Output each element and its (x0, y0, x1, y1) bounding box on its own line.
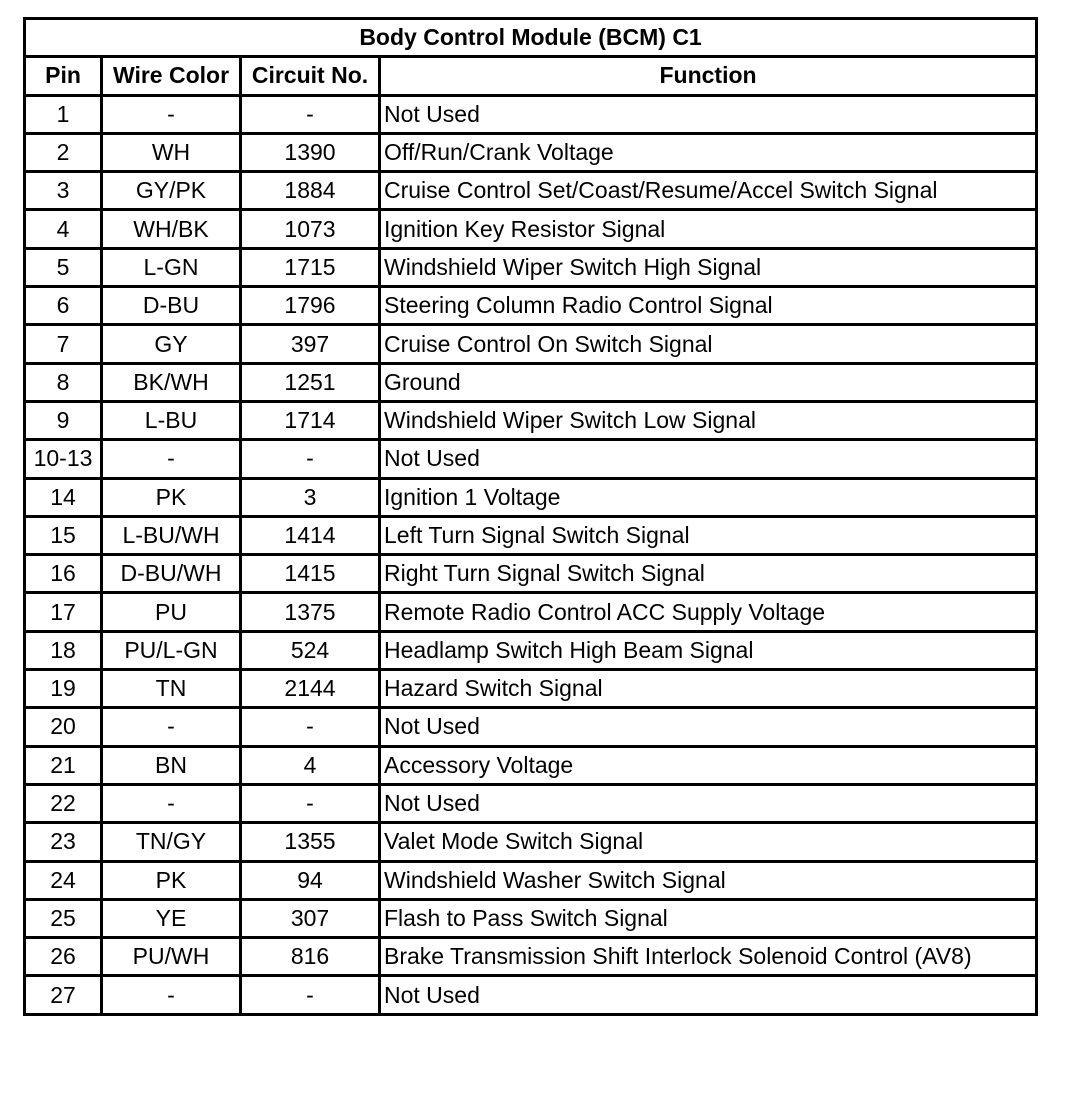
table-row (25, 210, 1037, 248)
circuit-no-cell: 307 (241, 899, 380, 937)
table-header-row (25, 57, 1037, 95)
pin-cell: 26 (25, 938, 102, 976)
table-row (25, 401, 1037, 439)
wire-color-cell: PU/WH (102, 938, 241, 976)
pin-cell: 1 (25, 95, 102, 133)
function-cell: Not Used (380, 976, 1037, 1014)
circuit-no-cell: 1355 (241, 823, 380, 861)
function-cell: Not Used (380, 95, 1037, 133)
pin-cell: 10-13 (25, 440, 102, 478)
wire-color-cell: WH (102, 133, 241, 171)
pin-cell: 21 (25, 746, 102, 784)
function-cell: Off/Run/Crank Voltage (380, 133, 1037, 171)
wire-color-cell: BN (102, 746, 241, 784)
pin-cell: 16 (25, 555, 102, 593)
table-row (25, 631, 1037, 669)
pin-cell: 9 (25, 401, 102, 439)
circuit-no-cell: 1251 (241, 363, 380, 401)
wire-color-cell: - (102, 708, 241, 746)
function-cell: Windshield Wiper Switch High Signal (380, 248, 1037, 286)
circuit-no-cell: 1884 (241, 172, 380, 210)
circuit-no-cell: - (241, 95, 380, 133)
function-cell: Cruise Control Set/Coast/Resume/Accel Switch Signal (380, 172, 1037, 210)
wire-color-cell: PU (102, 593, 241, 631)
pin-cell: 24 (25, 861, 102, 899)
table-row (25, 440, 1037, 478)
pin-cell: 4 (25, 210, 102, 248)
circuit-no-cell: 1414 (241, 516, 380, 554)
table-row (25, 516, 1037, 554)
circuit-no-cell: - (241, 976, 380, 1014)
function-cell: Windshield Wiper Switch Low Signal (380, 401, 1037, 439)
function-cell: Flash to Pass Switch Signal (380, 899, 1037, 937)
wire-color-cell: - (102, 95, 241, 133)
table-row (25, 133, 1037, 171)
wire-color-cell: - (102, 440, 241, 478)
circuit-no-cell: 4 (241, 746, 380, 784)
function-cell: Accessory Voltage (380, 746, 1037, 784)
function-cell: Brake Transmission Shift Interlock Solenoid Control (AV8) (380, 938, 1037, 976)
function-cell: Ignition Key Resistor Signal (380, 210, 1037, 248)
function-cell: Cruise Control On Switch Signal (380, 325, 1037, 363)
circuit-no-cell: 1714 (241, 401, 380, 439)
circuit-no-cell: 94 (241, 861, 380, 899)
function-cell: Ground (380, 363, 1037, 401)
wire-color-cell: PU/L-GN (102, 631, 241, 669)
table-row (25, 670, 1037, 708)
table-row (25, 861, 1037, 899)
wire-color-cell: D-BU/WH (102, 555, 241, 593)
wire-color-cell: D-BU (102, 287, 241, 325)
circuit-no-cell: 2144 (241, 670, 380, 708)
function-cell: Steering Column Radio Control Signal (380, 287, 1037, 325)
wire-color-cell: L-BU (102, 401, 241, 439)
table-row (25, 593, 1037, 631)
function-cell: Valet Mode Switch Signal (380, 823, 1037, 861)
pin-cell: 3 (25, 172, 102, 210)
pin-cell: 20 (25, 708, 102, 746)
table-row (25, 555, 1037, 593)
circuit-no-cell: 3 (241, 478, 380, 516)
table-row (25, 325, 1037, 363)
table-row (25, 823, 1037, 861)
pin-cell: 19 (25, 670, 102, 708)
header-pin: Pin (25, 57, 102, 95)
wire-color-cell: PK (102, 861, 241, 899)
header-circuit-no: Circuit No. (241, 57, 380, 95)
header-wire-color: Wire Color (102, 57, 241, 95)
circuit-no-cell: 1796 (241, 287, 380, 325)
pin-cell: 7 (25, 325, 102, 363)
circuit-no-cell: 1415 (241, 555, 380, 593)
table-row (25, 287, 1037, 325)
wire-color-cell: - (102, 784, 241, 822)
table-body (25, 95, 1037, 1014)
wire-color-cell: L-BU/WH (102, 516, 241, 554)
pin-cell: 8 (25, 363, 102, 401)
function-cell: Headlamp Switch High Beam Signal (380, 631, 1037, 669)
circuit-no-cell: 524 (241, 631, 380, 669)
header-function: Function (380, 57, 1037, 95)
circuit-no-cell: - (241, 708, 380, 746)
table-row (25, 938, 1037, 976)
bcm-connector-table (23, 17, 1038, 1016)
table-row (25, 708, 1037, 746)
table-row (25, 363, 1037, 401)
function-cell: Hazard Switch Signal (380, 670, 1037, 708)
table-row (25, 976, 1037, 1014)
pin-cell: 6 (25, 287, 102, 325)
circuit-no-cell: - (241, 784, 380, 822)
circuit-no-cell: 1715 (241, 248, 380, 286)
wire-color-cell: PK (102, 478, 241, 516)
function-cell: Not Used (380, 784, 1037, 822)
pin-cell: 27 (25, 976, 102, 1014)
circuit-no-cell: 1390 (241, 133, 380, 171)
function-cell: Windshield Washer Switch Signal (380, 861, 1037, 899)
pin-cell: 5 (25, 248, 102, 286)
circuit-no-cell: 816 (241, 938, 380, 976)
wire-color-cell: L-GN (102, 248, 241, 286)
wire-color-cell: YE (102, 899, 241, 937)
pin-cell: 18 (25, 631, 102, 669)
wire-color-cell: TN (102, 670, 241, 708)
function-cell: Right Turn Signal Switch Signal (380, 555, 1037, 593)
wire-color-cell: GY (102, 325, 241, 363)
circuit-no-cell: 1375 (241, 593, 380, 631)
circuit-no-cell: 1073 (241, 210, 380, 248)
wire-color-cell: TN/GY (102, 823, 241, 861)
circuit-no-cell: 397 (241, 325, 380, 363)
table-title: Body Control Module (BCM) C1 (25, 19, 1037, 57)
pin-cell: 14 (25, 478, 102, 516)
circuit-no-cell: - (241, 440, 380, 478)
table-title-row (25, 19, 1037, 57)
function-cell: Remote Radio Control ACC Supply Voltage (380, 593, 1037, 631)
table-row (25, 95, 1037, 133)
pin-cell: 22 (25, 784, 102, 822)
function-cell: Not Used (380, 708, 1037, 746)
table-row (25, 248, 1037, 286)
pin-cell: 15 (25, 516, 102, 554)
table-row (25, 784, 1037, 822)
table-row (25, 746, 1037, 784)
function-cell: Ignition 1 Voltage (380, 478, 1037, 516)
function-cell: Not Used (380, 440, 1037, 478)
wire-color-cell: - (102, 976, 241, 1014)
function-cell: Left Turn Signal Switch Signal (380, 516, 1037, 554)
table-row (25, 478, 1037, 516)
wire-color-cell: GY/PK (102, 172, 241, 210)
pin-cell: 25 (25, 899, 102, 937)
table-row (25, 172, 1037, 210)
wire-color-cell: BK/WH (102, 363, 241, 401)
pin-cell: 23 (25, 823, 102, 861)
wire-color-cell: WH/BK (102, 210, 241, 248)
pin-cell: 2 (25, 133, 102, 171)
pin-cell: 17 (25, 593, 102, 631)
table-row (25, 899, 1037, 937)
